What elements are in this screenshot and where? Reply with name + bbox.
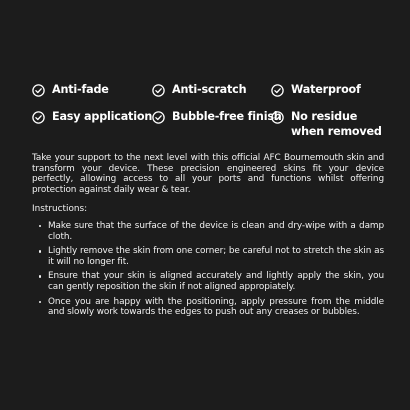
- instruction-step-text: Lightly remove the skin from one corner; be careful not to stretch the skin as it will no longer fit.: [48, 246, 384, 267]
- instructions-list: [32, 221, 384, 322]
- check-circle-icon: [271, 111, 284, 124]
- bullet-icon: [39, 250, 41, 252]
- check-circle-icon: [271, 84, 284, 97]
- instruction-step-text: Ensure that your skin is aligned accurately and lightly apply the skin, you can gently reposition the skin if not aligned appropiately.: [48, 271, 384, 292]
- instructions-title: Instructions:: [32, 204, 88, 214]
- feature-label: Easy application: [52, 110, 153, 123]
- feature-anti-fade: [32, 82, 109, 97]
- feature-easy-application: [32, 109, 152, 124]
- instruction-step-text: Once you are happy with the positioning, apply pressure from the middle and slowly work towards the edges to push out any creases or bubbles.: [48, 296, 384, 318]
- feature-waterproof: [271, 82, 361, 97]
- bullet-icon: [39, 225, 41, 227]
- instruction-step: [32, 297, 384, 318]
- check-circle-icon: [32, 84, 45, 97]
- instruction-step: [32, 246, 384, 267]
- instruction-step-text: Make sure that the surface of the device is clean and dry-wipe with a damp cloth.: [48, 221, 384, 242]
- check-circle-icon: [152, 111, 165, 124]
- feature-label: Anti-fade: [52, 83, 109, 96]
- feature-label: No residue when removed: [291, 110, 382, 138]
- bullet-icon: [39, 301, 41, 303]
- feature-label: Waterproof: [291, 83, 361, 96]
- feature-bubble-free-finish: [152, 109, 282, 124]
- feature-label: Anti-scratch: [172, 83, 247, 96]
- feature-no-residue: [271, 109, 391, 139]
- bullet-icon: [39, 275, 41, 277]
- feature-label: Bubble-free finish: [172, 110, 282, 123]
- check-circle-icon: [32, 111, 45, 124]
- check-circle-icon: [152, 84, 165, 97]
- instruction-step: [32, 221, 384, 242]
- instruction-step: [32, 271, 384, 292]
- feature-anti-scratch: [152, 82, 246, 97]
- product-description: Take your support to the next level with this official AFC Bournemouth skin and transform your device. These precision engineered skins fit your device perfectly, allowing access to all your ports and functions whilst offering protection against daily wear & tear.: [32, 153, 384, 195]
